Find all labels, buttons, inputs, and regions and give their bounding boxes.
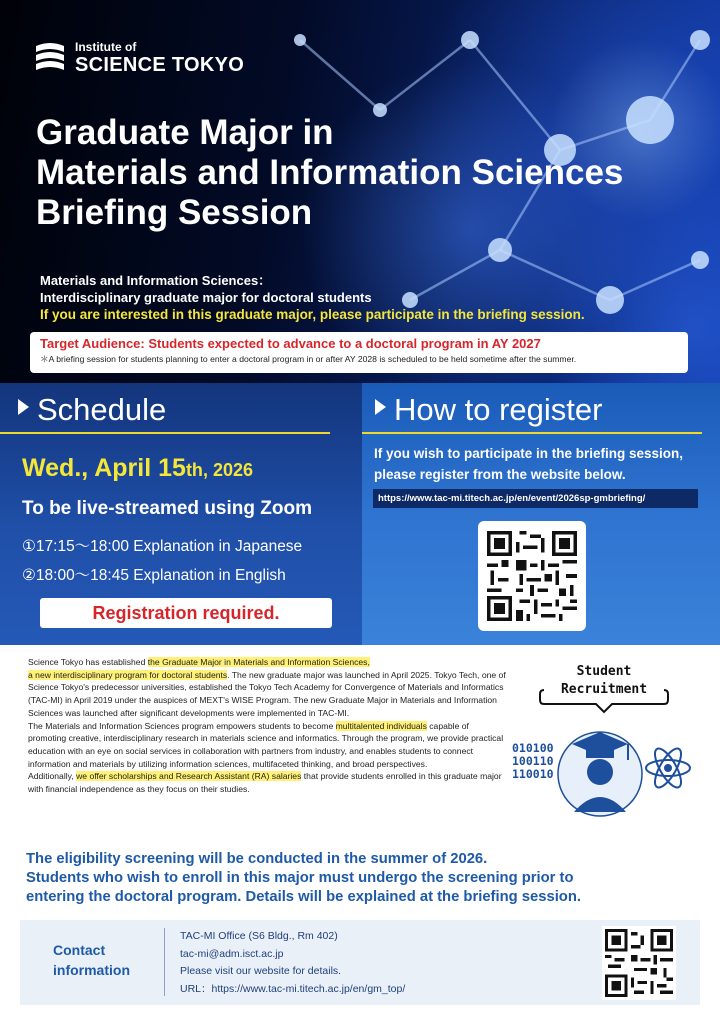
binary-line: 110010 bbox=[512, 767, 554, 781]
eligibility-line-3: entering the doctoral program. Details will be explained at the briefing session. bbox=[26, 889, 581, 905]
contact-label bbox=[53, 940, 130, 980]
subtitle-line-2: Interdisciplinary graduate major for doctoral students bbox=[40, 290, 372, 305]
date-prefix: Wed., April 15 bbox=[22, 454, 186, 482]
date-year: , 2026 bbox=[202, 460, 253, 480]
contact-label-2: information bbox=[53, 962, 130, 978]
register-heading-text: How to register bbox=[394, 392, 603, 427]
contact-qr-code[interactable] bbox=[602, 926, 676, 1000]
contact-box bbox=[20, 920, 700, 1005]
contact-divider bbox=[164, 928, 165, 996]
register-qr-code[interactable] bbox=[478, 521, 586, 631]
binary-line: 100110 bbox=[512, 754, 554, 768]
date-suffix: th bbox=[185, 460, 203, 480]
contact-label-1: Contact bbox=[53, 942, 106, 958]
time-slot-japanese: ①17:15～18:00 Explanation in Japanese bbox=[22, 538, 303, 555]
register-line-2: please register from the website below. bbox=[374, 467, 626, 482]
contact-visit: Please visit our website for details. bbox=[180, 965, 342, 977]
description-paragraph-3 bbox=[28, 770, 506, 795]
register-divider bbox=[362, 432, 702, 434]
subtitle-invite: If you are interested in this graduate major, please participate in the briefing session. bbox=[40, 307, 585, 322]
contact-office: TAC-MI Office (S6 Bldg., Rm 402) bbox=[180, 930, 338, 942]
highlighted-text: a new interdisciplinary program for doctoral students bbox=[28, 669, 228, 680]
time-slot-english: ②18:00～18:45 Explanation in English bbox=[22, 567, 286, 584]
contact-url-link[interactable]: URL：https://www.tac-mi.titech.ac.jp/en/gm_top/ bbox=[180, 982, 406, 995]
session-date bbox=[22, 452, 253, 486]
description-paragraph-2 bbox=[28, 720, 506, 771]
description-paragraph-1 bbox=[28, 656, 506, 720]
register-instructions bbox=[374, 443, 683, 485]
paragraph-text: that provide students enrolled in this graduate major with financial independence as they focus on their studies. bbox=[28, 771, 502, 795]
registration-required-badge: Registration required. bbox=[40, 598, 332, 628]
eligibility-notice bbox=[26, 850, 696, 907]
target-audience: Target Audience: Students expected to advance to a doctoral program in AY 2027 bbox=[40, 336, 541, 351]
subtitle-line-1: Materials and Information Sciences： bbox=[40, 273, 272, 288]
paragraph-text: capable of promoting creative, interdisciplinary research in materials science and informatics. Through the program, we provide practical education with an eye on social services in collaboration with partners from industry, and enables students to connect information and materials by utilizing information sciences, multifaceted thinking, and broad perspectives. bbox=[28, 720, 504, 769]
science-tokyo-logo-icon bbox=[34, 40, 66, 76]
hero-subtitle bbox=[40, 272, 585, 323]
qr-code-icon bbox=[487, 530, 577, 622]
triangle-right-icon bbox=[375, 399, 386, 415]
program-description bbox=[28, 656, 506, 796]
paragraph-text: . The new graduate major was launched in April 2025. Tokyo Tech, one of Science Tokyo's predecessor universities, established the Tokyo Tech Academy for Convergence of Materials and Informatics (TAC-MI) in April 2019 under the auspices of MEXT's WISE Program. The new Graduate Major in Materials and Information Sciences was launched after significant developments were implemented in TAC-MI. bbox=[28, 669, 506, 718]
title-line-2: Materials and Information Sciences bbox=[36, 153, 624, 192]
target-audience-box bbox=[30, 332, 688, 373]
highlighted-text: we offer scholarships and Research Assistant (RA) salaries bbox=[76, 771, 302, 782]
register-heading bbox=[375, 392, 602, 428]
schedule-divider bbox=[0, 432, 330, 434]
title-line-3: Briefing Session bbox=[36, 193, 313, 232]
recruit-title-2: Recruitment bbox=[560, 682, 648, 697]
contact-email-link[interactable]: tac-mi@adm.isct.ac.jp bbox=[180, 947, 284, 960]
highlighted-text: the Graduate Major in Materials and Information Sciences, bbox=[147, 657, 370, 667]
binary-code bbox=[512, 742, 554, 781]
register-url-link[interactable]: https://www.tac-mi.titech.ac.jp/en/event/2026sp-gmbriefing/ bbox=[373, 489, 698, 508]
eligibility-line-2: Students who wish to enroll in this major must undergo the screening prior to bbox=[26, 870, 574, 886]
highlighted-text: multitalented individuals bbox=[335, 720, 427, 731]
title-line-1: Graduate Major in bbox=[36, 113, 334, 152]
register-line-1: If you wish to participate in the briefing session, bbox=[374, 446, 684, 461]
paragraph-text: The Materials and Information Sciences program empowers students to become bbox=[28, 720, 336, 731]
logo-line-2: SCIENCE TOKYO bbox=[75, 54, 245, 76]
contact-details bbox=[180, 928, 405, 998]
page-title bbox=[36, 113, 623, 233]
recruit-title-1: Student bbox=[576, 664, 632, 679]
logo-line-1: Institute of bbox=[75, 40, 137, 54]
eligibility-line-1: The eligibility screening will be conducted in the summer of 2026. bbox=[26, 851, 488, 867]
triangle-right-icon bbox=[18, 399, 29, 415]
binary-line: 010100 bbox=[512, 741, 554, 755]
target-note: ＊A briefing session for students planning to enter a doctoral program in or after AY 2028 is scheduled to be held sometime after the summer. bbox=[40, 354, 577, 364]
schedule-heading-text: Schedule bbox=[37, 392, 167, 427]
paragraph-text: Additionally, bbox=[28, 771, 77, 782]
student-recruitment-graphic bbox=[504, 660, 704, 820]
stream-info: To be live-streamed using Zoom bbox=[22, 498, 312, 519]
paragraph-text: Science Tokyo has established bbox=[28, 657, 148, 667]
institute-logo bbox=[34, 40, 244, 76]
hero-banner bbox=[0, 0, 720, 383]
schedule-heading bbox=[18, 392, 166, 428]
qr-code-icon bbox=[605, 929, 673, 997]
